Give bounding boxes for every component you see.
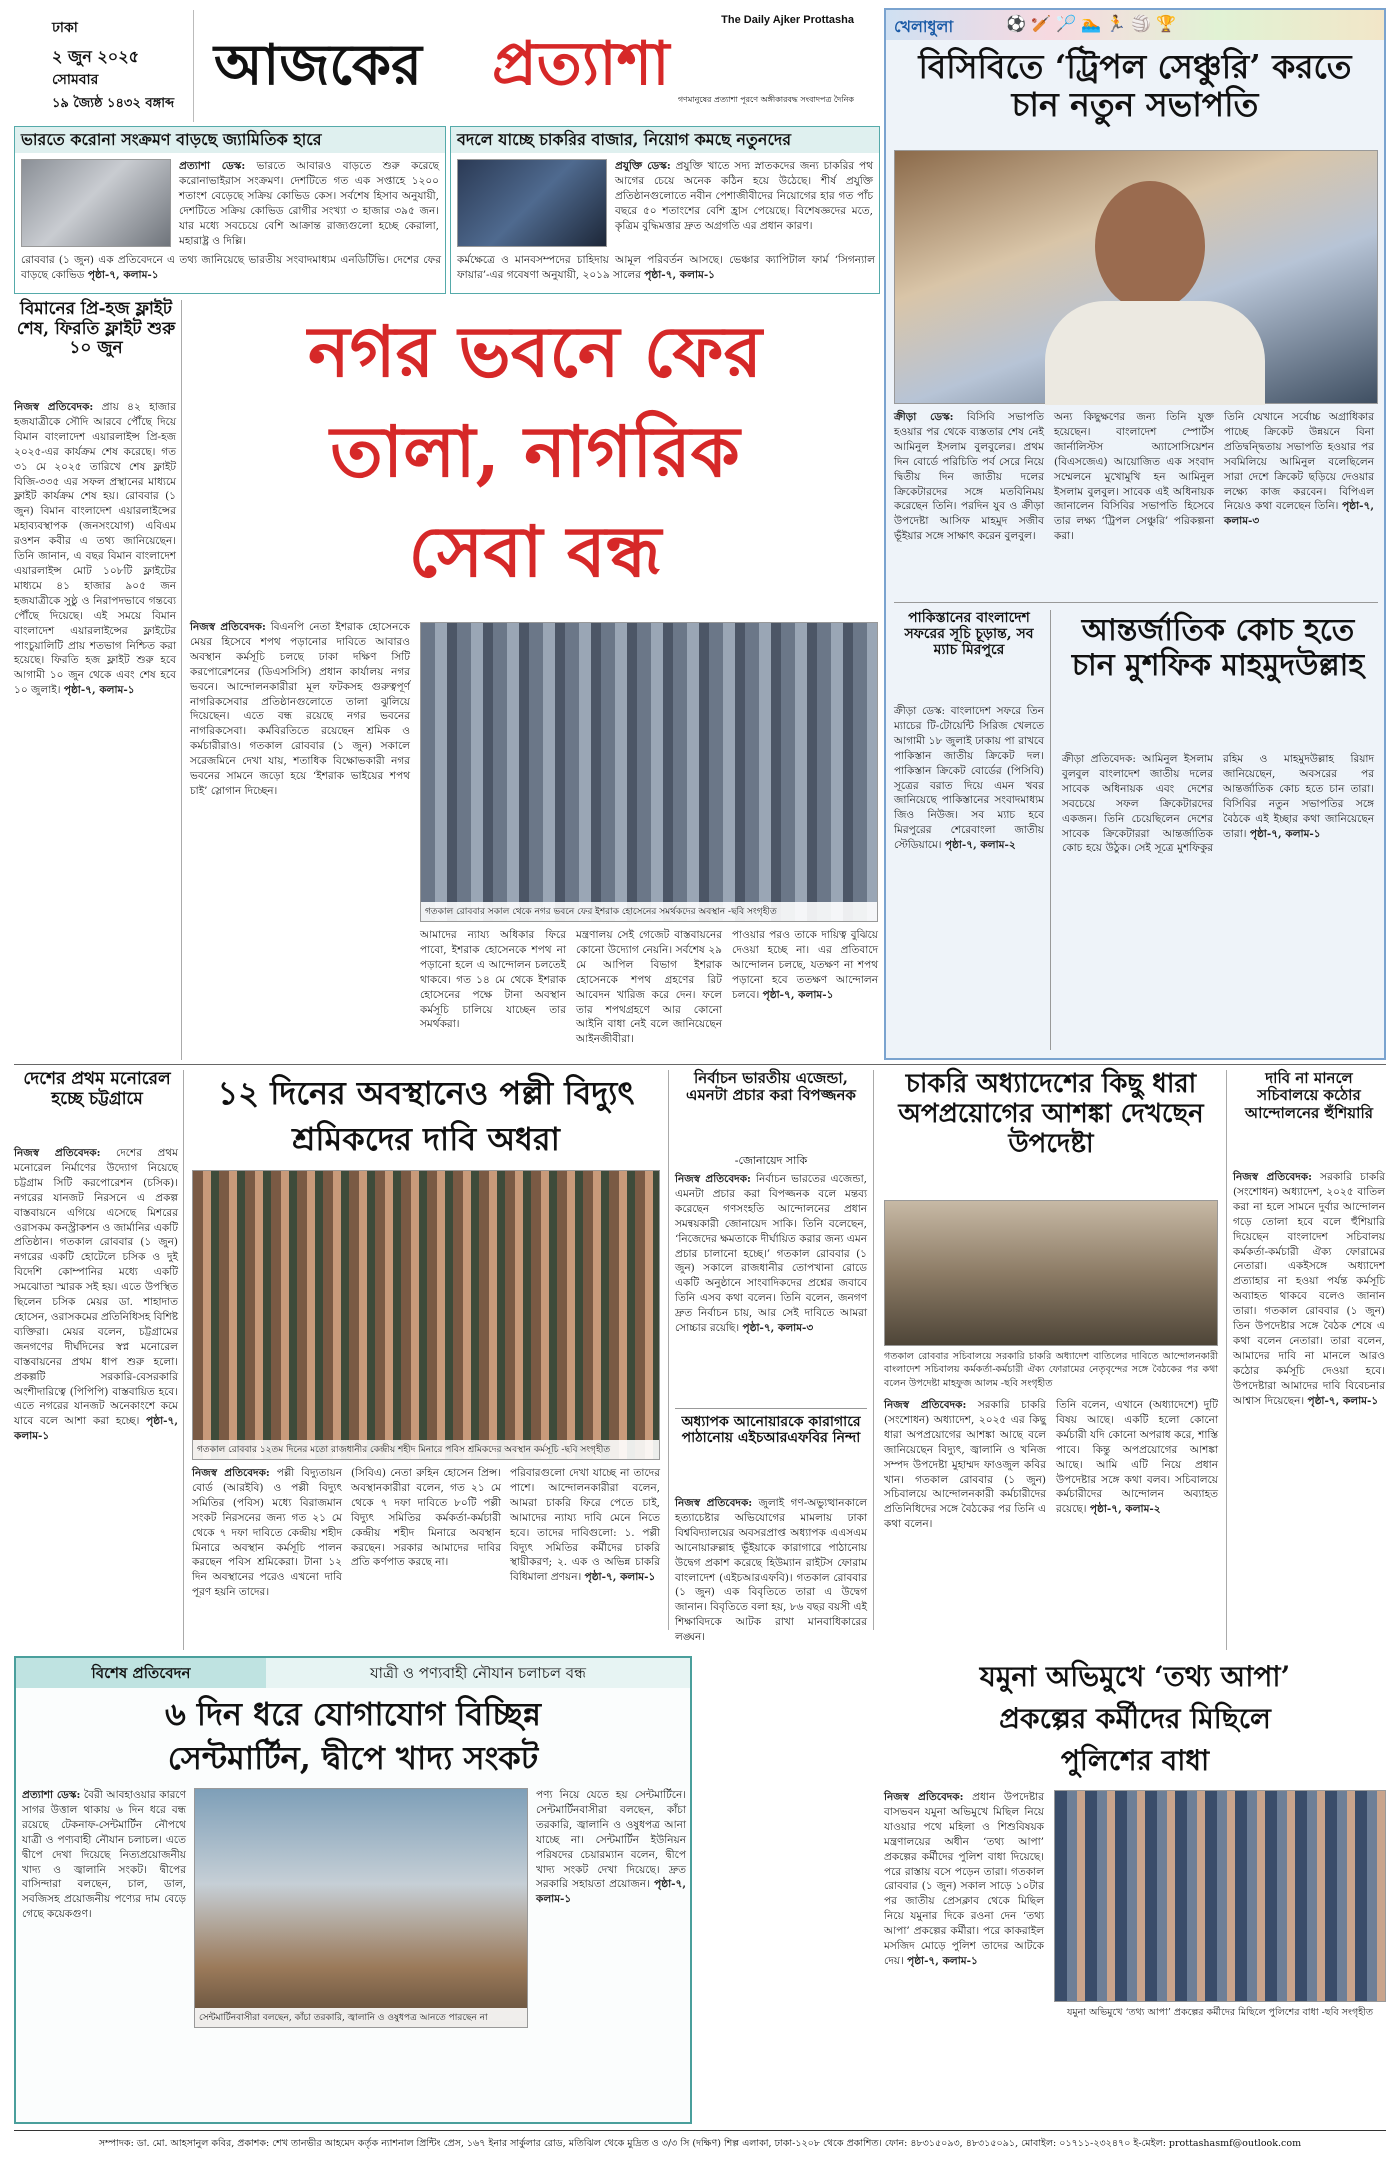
footer-imprint <box>14 2130 1386 2158</box>
story-ordinance-byline: নিজস্ব প্রতিবেদক: <box>884 1399 967 1411</box>
story-jobs <box>450 126 880 294</box>
jamuna-col1 <box>884 1790 1044 2120</box>
story-secretariat-byline: নিজস্ব প্রতিবেদক: <box>1233 1171 1313 1183</box>
stmartin-tag: বিশেষ প্রতিবেদন <box>16 1658 266 1688</box>
sports-jump[interactable]: পৃষ্ঠা-৭, কলাম-৩ <box>1224 500 1374 528</box>
sports-byline: ক্রীড়া ডেস্ক: <box>894 411 954 423</box>
story-palli-headline <box>192 1070 660 1166</box>
stmartin-byline: প্রত্যাশা ডেস্ক: <box>22 1789 81 1801</box>
story-palli-caption: গতকাল রোববার ১২তম দিনের মতো রাজধানীর কেন্দ্রীয় শহীদ মিনারে পবিস শ্রমিকদের অবস্থান কর্মসূচি -ছবি সংগৃহীত <box>193 1440 659 1459</box>
stmartin-headline <box>16 1692 690 1780</box>
masthead <box>14 10 880 122</box>
story-secretariat <box>1226 1070 1386 1650</box>
lead-photo-caption: গতকাল রোববার সকাল থেকে নগর ভবনে ফের ইশরাক হোসেনের সমর্থকদের অবস্থান -ছবি সংগৃহীত <box>421 902 877 921</box>
lead-body-left <box>190 620 410 1060</box>
stmartin-headline-l1: ৬ দিন ধরে যোগাযোগ বিচ্ছিন্ন <box>164 1695 541 1733</box>
lead-headline-line1: নগর ভবনে ফের <box>308 310 762 393</box>
sports-col-divider <box>1050 610 1051 1050</box>
footer-text: সম্পাদক: ডা. মো. আহসানুল কবির, প্রকাশক: শেখ তানভীর আহমেদ কর্তৃক ন্যাশনাল প্রিন্টিং প্রেস, ১৬৭ ইনার সার্কুলার রোড, মতিঝিল থেকে মুদ্রিত ও ৩/৩ সি (দক্ষিণ) শিল্প এলাকা, ঢাকা-১২০৮ থেকে প্রকাশিত। ফোন: ৪৮৩১৫০৯৩, ৪৮৩১৫০৯১, মোবাইল: ০১৭১১-২৩২৪৭০ ই-মেইল: prottashasmf@outlook.com <box>98 2138 1302 2149</box>
sports-body-col1 <box>894 410 1044 596</box>
sports-body3: তিনি যেখানে সর্বোচ্চ অগ্রাধিকার পাচ্ছে ক্রিকেট উন্নয়নে বিনা প্রতিদ্বন্দ্বিতায় সভাপতি হওয়ার পর সবমিলিয়ে আমিনুল বলেছিলেন সারা দেশে ক্রিকেট ছড়িয়ে দেওয়ার লক্ষ্যে কাজ করবেন। বিপিএল নিয়েও কথা বলেছেন তিনি। <box>1224 411 1374 513</box>
sports-banner-icons: ⚽ 🏏 🏸 🏊 🏃 🏐 🏆 <box>1006 14 1176 33</box>
story-ordinance-col1 <box>884 1398 1046 1650</box>
jamuna-jump[interactable]: পৃষ্ঠা-৭, কলাম-১ <box>907 1954 978 1967</box>
story-hajj <box>14 300 182 1060</box>
story-prof-byline: নিজস্ব প্রতিবেদক: <box>675 1497 753 1509</box>
stmartin-body2: পণ্য নিয়ে যেতে হয় সেন্টমার্টিনে। সেন্টমার্টিনবাসীরা বলছেন, কাঁচা তরকারি, জ্বালানি ও ওষুধপত্র আনা যাচ্ছে না। সেন্টমার্টিন ইউনিয়ন পরিষদের চেয়ারম্যান বলেন, দ্বীপে খাদ্য সংকট দেখা দিয়েছে। দ্রুত সরকারি সহায়তা প্রয়োজন। <box>536 1789 686 1891</box>
dateline-bangla: ১৯ জ্যৈষ্ঠ ১৪৩২ বঙ্গাব্দ <box>52 96 175 111</box>
stmartin-headline-l2: সেন্টমার্টিন, দ্বীপে খাদ্য সংকট <box>167 1739 539 1777</box>
jamuna-headline <box>884 1656 1386 1784</box>
story-prof-body <box>675 1496 868 1644</box>
pak-tour-body <box>894 704 1044 1052</box>
lead-story <box>190 300 880 1060</box>
lead-body-b1 <box>420 928 566 1058</box>
lead-photo <box>420 622 878 922</box>
story-prof-headline: অধ্যাপক আনোয়ারকে কারাগারে পাঠানোয় এইচআরএফবির নিন্দা <box>681 1414 861 1447</box>
story-election-headline: নির্বাচন ভারতীয় এজেন্ডা, এমনটা প্রচার করা বিপজ্জনক <box>686 1069 856 1105</box>
jamuna-headline-l3: পুলিশের বাধা <box>1060 1744 1210 1777</box>
newspaper-title <box>214 14 854 110</box>
sports-body1: বিসিবি সভাপতি হওয়ার পর থেকে ব্যস্ততার শেষ নেই আমিনুল ইসলাম বুলবুলের। প্রথম দিন বোর্ডে পরিচিতি পর্ব সেরে নিয়ে দ্বিতীয় দিন জাতীয় দলের ক্রিকেটারদের সঙ্গে মতবিনিময় করেছেন তিনি। পরদিন যুব ও ক্রীড়া উপদেষ্টা আসিফ মাহমুদ সজীব ভূঁইয়ার সঙ্গে সাক্ষাৎ করেন বুলবুল। <box>894 411 1044 543</box>
story-secretariat-text: সরকারি চাকরি (সংশোধন) অধ্যাদেশ, ২০২৫ বাতিল করা না হলে সামনে দুর্বার আন্দোলন গড়ে তোলা হবে বলে হুঁশিয়ারি দিয়েছেন বাংলাদেশ সচিবালয় কর্মকর্তা-কর্মচারী ঐক্য ফোরামের নেতারা। একইসঙ্গে অধ্যাদেশ প্রত্যাহার না হওয়া পর্যন্ত কর্মসূচি অব্যাহত থাকবে বলেও জানান তারা। গতকাল রোববার (১ জুন) তিন উপদেষ্টার সঙ্গে বৈঠক শেষে এ কথা বলেন নেতারা। তারা বলেন, আমাদের দাবি না মানলে আরও কঠোর কর্মসূচি দেওয়া হবে। উপদেষ্টারা আমাদের দাবি বিবেচনার আশ্বাস দিয়েছেন। <box>1233 1171 1385 1407</box>
story-secretariat-jump[interactable]: পৃষ্ঠা-৭, কলাম-১ <box>1307 1394 1379 1407</box>
story-corona-text: ভারতে আবারও বাড়তে শুরু করেছে করোনাভাইরাস সংক্রমণ। দেশটিতে গত এক সপ্তাহে ১২০০ শতাংশ বেড়েছে সক্রিয় কোভিড কেস। সর্বশেষ হিসাব অনুযায়ী, দেশটিতে সক্রিয় কোভিড রোগীর সংখ্যা ৩ হাজার ৩৯৫ জন। যার মধ্যে সবচেয়ে বেশি আক্রান্ত রাজ্যগুলো হচ্ছে কেরালা, মহারাষ্ট্র ও দিল্লি। <box>179 160 440 247</box>
story-palli-body3: পরিবারগুলো দেখা যাচ্ছে না তাদের পাশে। আন্দোলনকারীরা বলেন, আমরা চাকরি ফিরে পেতে চাই, আমাদের ন্যায্য দাবি মেনে নিতে হবে। তাদের দাবিগুলো: ১. পল্লী বিদ্যুৎ সমিতির কর্মীদের চাকরি স্থায়ীকরণ; ২. এক ও অভিন্ন চাকরি বিধিমালা প্রণয়ন। <box>510 1467 660 1584</box>
story-monorail <box>14 1070 184 1650</box>
story-ordinance-caption: গতকাল রোববার সচিবালয়ে সরকারি চাকরি অধ্যাদেশ বাতিলের দাবিতে আন্দোলনকারী বাংলাদেশ সচিবালয় কর্মকর্তা-কর্মচারী ঐক্য ফোরামের নেতৃবৃন্দের সঙ্গে বৈঠকের পর কথা বলেন উপদেষ্টা মাহফুজ আলম -ছবি সংগৃহীত <box>884 1351 1218 1389</box>
story-monorail-headline: দেশের প্রথম মনোরেল হচ্ছে চট্টগ্রামে <box>23 1069 171 1109</box>
lead-body-b1-text: আমাদের ন্যায্য অধিকার ফিরে পাবো, ইশরাক হোসেনকে শপথ না পড়ানো হলে এ আন্দোলন চলতেই থাকবে। গত ১৪ মে থেকে ইশরাক হোসেনের পক্ষে টানা অবস্থান কর্মসূচি চালিয়ে যাচ্ছেন তার সমর্থকরা। <box>420 929 566 1031</box>
story-election-byline: নিজস্ব প্রতিবেদক: <box>675 1173 751 1185</box>
story-monorail-byline: নিজস্ব প্রতিবেদক: <box>14 1147 101 1159</box>
lead-body-b3 <box>732 928 878 1058</box>
jamuna-body: প্রধান উপদেষ্টার বাসভবন যমুনা অভিমুখে মিছিল নিয়ে যাওয়ার পথে মহিলা ও শিশুবিষয়ক মন্ত্রণালয়ের অধীন ‘তথ্য আপা’ প্রকল্পের কর্মীদের পুলিশ বাধা দিয়েছে। পরে রাস্তায় বসে পড়েন তারা। গতকাল রোববার (১ জুন) সকাল সাড়ে ১০টার পর জাতীয় প্রেসক্লাব থেকে মিছিল নিয়ে যমুনার দিকে রওনা দেন ‘তথ্য আপা’ প্রকল্পের কর্মীরা। পরে কাকরাইল মসজিদ মোড়ে পুলিশ তাদের আটকে দেয়। <box>884 1791 1044 1967</box>
sports-body2: অন্য কিছুক্ষণের জন্য তিনি যুক্ত হয়েছেন। বাংলাদেশ স্পোর্টস জার্নালিস্টস অ্যাসোসিয়েশন (বিএসজেএ) আয়োজিত এক সংবাদ সম্মেলনে মুখোমুখি হন আমিনুল ইসলাম বুলবুল। সাবেক এই অধিনায়ক জানালেন বিসিবির সভাপতি হিসেবে তার লক্ষ্য ‘ট্রিপল সেঞ্চুরি’ পরিকল্পনা করা। <box>1054 411 1214 543</box>
title-tagline: গণমানুষের প্রত্যাশা পূরণে অঙ্গীকারবদ্ধ সংবাদপত্র দৈনিক <box>677 95 854 104</box>
story-palli-headline-l1: ১২ দিনের অবস্থানেও পল্লী বিদ্যুৎ <box>217 1074 635 1112</box>
lead-body-left-text: বিএনপি নেতা ইশরাক হোসেনকে মেয়র হিসেবে শপথ পড়ানোর দাবিতে আবারও অবস্থান কর্মসূচি চলছে ঢাকা দক্ষিণ সিটি করপোরেশনের (ডিএসসিসি) প্রধান কার্যালয় নগর ভবনে। আন্দোলনকারীরা মূল ফটকসহ গুরুত্বপূর্ণ নাগরিকসেবার প্রতিষ্ঠানগুলোতে তালা ঝুলিয়ে দিয়েছেন। এতে বন্ধ রয়েছে নগর ভবনের নাগরিকসেবা। কর্মবিরতিতে রয়েছেন শ্রমিক ও কর্মচারীরাও। গতকাল রোববার (১ জুন) সকালে সরেজমিনে দেখা যায়, শতাধিক বিক্ষোভকারী নগর ভবনের সামনে জড়ো হয়ে ‘ইশরাক ভাইয়ের শপথ চাই’ স্লোগান দিচ্ছেন। <box>190 621 410 797</box>
coach-jump[interactable]: পৃষ্ঠা-৭, কলাম-১ <box>1249 827 1321 840</box>
story-corona-caption <box>21 253 441 291</box>
sports-divider <box>894 602 1378 603</box>
story-corona-body <box>179 159 439 249</box>
coach-text: ক্রীড়া প্রতিবেদক: আমিনুল ইসলাম বুলবুল বাংলাদেশ জাতীয় দলের সাবেক অধিনায়ক এবং দেশের সবচেয়ে সফল ক্রিকেটারদের একজন। তিনি চেয়েছিলেন দেশের সাবেক ক্রিকেটাররা আন্তর্জাতিক কোচ হয়ে উঠুক। সেই সূত্রে মুশফিকুর রহিম ও মাহমুদউল্লাহ রিয়াদ জানিয়েছেন, অবসরের পর আন্তর্জাতিক কোচ হতে চান তারা। বিসিবির নতুন সভাপতির সঙ্গে বৈঠকে এই ইচ্ছার কথা জানিয়েছেন তারা। <box>1062 753 1374 855</box>
lead-jump[interactable]: পৃষ্ঠা-৭, কলাম-১ <box>762 988 834 1001</box>
story-ordinance-body2: তিনি বলেন, এখানে (অধ্যাদেশে) দুটি বিষয় আছে। একটি হলো কোনো কর্মচারী যদি কোনো অপরাধ করে, শাস্তি পাবে। কিন্তু অপপ্রয়োগের আশঙ্কা আছে। আমি এটি নিয়ে প্রধান উপদেষ্টার সঙ্গে কথা বলব। সচিবালয়ে কর্মচারীদের আন্দোলন অব্যাহত রয়েছে। <box>1056 1399 1218 1516</box>
election-divider <box>675 1408 867 1409</box>
story-election-subhead: -জোনায়েদ সাকি <box>734 1154 808 1167</box>
pak-tour-jump[interactable]: পৃষ্ঠা-৭, কলাম-২ <box>944 839 1016 852</box>
lead-headline-line2: তালা, নাগরিক <box>330 410 740 493</box>
story-hajj-jump[interactable]: পৃষ্ঠা-৭, কলাম-১ <box>63 684 135 697</box>
pak-tour-text: ক্রীড়া ডেস্ক: বাংলাদেশ সফরে তিন ম্যাচের টি-টোয়েন্টি সিরিজ খেলতে আগামী ১৮ জুলাই ঢাকায় পা রাখবে পাকিস্তান জাতীয় ক্রিকেট দল। পাকিস্তান ক্রিকেট বোর্ডের (পিসিবি) সূত্রের বরাত দিয়ে এমন খবর জানিয়েছে পাকিস্তানের সংবাদমাধ্যম জিও নিউজ। সব ম্যাচ হবে মিরপুরের শেরেবাংলা জাতীয় স্টেডিয়ামে। <box>894 705 1044 852</box>
stmartin-kicker: যাত্রী ও পণ্যবাহী নৌযান চলাচল বন্ধ <box>266 1658 690 1688</box>
story-ordinance <box>884 1070 1218 1650</box>
jamuna-headline-l1: যমুনা অভিমুখে ‘তথ্য আপা’ <box>979 1660 1291 1693</box>
story-monorail-jump[interactable]: পৃষ্ঠা-৭, কলাম-১ <box>14 1415 179 1443</box>
lead-headline-line3: সেবা বন্ধ <box>408 510 662 593</box>
coach-headline: আন্তর্জাতিক কোচ হতে চান মুশফিক মাহমুদউল্লাহ <box>1071 613 1365 683</box>
title-part1: আজকের <box>214 32 422 98</box>
title-english: The Daily Ajker Prottasha <box>721 14 854 26</box>
story-ordinance-body1: সরকারি চাকরি (সংশোধন) অধ্যাদেশ, ২০২৫ এর কিছু ধারা অপপ্রয়োগের আশঙ্কা আছে বলে জানিয়েছেন বিদ্যুৎ, জ্বালানি ও খনিজ সম্পদ উপদেষ্টা মুহাম্মদ ফাওজুল কবির খান। গতকাল রোববার (১ জুন) সচিবালয়ে আন্দোলনকারী কর্মচারীদের প্রতিনিধিদের সঙ্গে বৈঠকের পর তিনি এ কথা বলেন। <box>884 1399 1047 1531</box>
story-election-text: নির্বাচন ভারতের এজেন্ডা, এমনটা প্রচার করা বিপজ্জনক বলে মন্তব্য করেছেন গণসংহতি আন্দোলনের প্রধান সমন্বয়কারী জোনায়েদ সাকি। তিনি বলেছেন, ‘নিজেদের ক্ষমতাকে দীর্ঘায়িত করার জন্য এমন প্রচার চালানো হচ্ছে।’ গতকাল রোববার (১ জুন) সকালে রাজধানীর তোপখানা রোডে একটি অনুষ্ঠানে সাংবাদিকদের প্রশ্নের জবাবে তিনি এসব কথা বলেন। তিনি বলেন, জনগণ দ্রুত নির্বাচন চায়, আর সেই দাবিতে আমরা সোচ্চার রয়েছি। <box>675 1173 868 1335</box>
story-ordinance-col2 <box>1056 1398 1218 1650</box>
story-palli-body2: (সিবিএ) নেতা রুহিন হোসেন প্রিন্স। অবস্থানকারীরা বলেন, গত ২১ মে থেকে ৭ দফা দাবিতে ৮০টি পল্লী বিদ্যুৎ সমিতির কর্মকর্তা-কর্মচারী কেন্দ্রীয় শহীদ মিনারে অবস্থান করছেন। সরকার আমাদের দাবির প্রতি কর্ণপাত করছে না। <box>351 1467 501 1569</box>
story-jobs-jump[interactable]: পৃষ্ঠা-৭, কলাম-১ <box>644 268 715 281</box>
stmartin-col1 <box>22 1788 186 2118</box>
story-palli-col3 <box>510 1466 660 1650</box>
section-divider-1 <box>14 1064 1386 1065</box>
sports-headline: বিসিবিতে ‘ট্রিপল সেঞ্চুরি’ করতে চান নতুন সভাপতি <box>918 47 1352 124</box>
sports-banner <box>886 10 1384 40</box>
story-election <box>668 1069 874 1644</box>
sports-photo-face <box>1095 181 1205 311</box>
story-hajj-headline: বিমানের প্রি-হজ ফ্লাইট শেষ, ফিরতি ফ্লাইট শুরু ১০ জুন <box>16 299 176 359</box>
story-corona-photo <box>21 159 171 247</box>
story-corona-jump[interactable]: পৃষ্ঠা-৭, কলাম-১ <box>87 268 159 281</box>
story-jobs-caption <box>457 253 875 291</box>
stmartin-col2 <box>536 1788 686 2118</box>
story-palli-col1 <box>192 1466 342 1650</box>
jamuna-byline: নিজস্ব প্রতিবেদক: <box>884 1791 964 1803</box>
story-jobs-photo <box>457 159 607 247</box>
story-secretariat-body <box>1233 1170 1385 1650</box>
story-corona <box>14 126 446 294</box>
story-secretariat-headline: দাবি না মানলে সচিবালয়ে কঠোর আন্দোলনের হুঁশিয়ারি <box>1244 1069 1373 1122</box>
story-hajj-byline: নিজস্ব প্রতিবেদক: <box>14 401 94 413</box>
lead-body-b2 <box>576 928 722 1058</box>
dateline-city: ঢাকা <box>52 20 78 36</box>
pak-tour-headline: পাকিস্তানের বাংলাদেশ সফরের সূচি চূড়ান্ত, সব ম্যাচ মিরপুরে <box>904 610 1034 659</box>
story-election-jump[interactable]: পৃষ্ঠা-৭, কলাম-৩ <box>742 1322 814 1335</box>
story-palli-col2 <box>351 1466 501 1650</box>
sports-section <box>884 8 1386 1060</box>
story-corona-byline: প্রত্যাশা ডেস্ক: <box>179 160 246 172</box>
sports-photo <box>894 150 1378 404</box>
story-palli-body1: পল্লী বিদ্যুতায়ন বোর্ড (আরইবি) ও পল্লী বিদ্যুৎ সমিতির (পবিস) মধ্যে বিরাজমান সংকট নিরসনের জন্য গত ২১ মে থেকে ৭ দফা দাবিতে কেন্দ্রীয় শহীদ মিনারে অবস্থান কর্মসূচি পালন করছেন পবিস শ্রমিকেরা। টানা ১২ দিন অবস্থানের পরেও এখনো দাবি পূরণ হয়নি তাদের। <box>192 1467 342 1599</box>
lead-headline <box>190 302 880 614</box>
stmartin-body1: বৈরী আবহাওয়ার কারণে সাগর উত্তাল থাকায় ৬ দিন ধরে বন্ধ রয়েছে টেকনাফ-সেন্টমার্টিন নৌপথে যাত্রী ও পণ্যবাহী নৌযান চলাচল। এতে দ্বীপে দেখা দিয়েছে নিত্যপ্রয়োজনীয় খাদ্য ও জ্বালানি সংকট। দ্বীপের বাসিন্দারা বলছেন, চাল, ডাল, সবজিসহ প্রয়োজনীয় পণ্যের দাম বেড়ে গেছে কয়েকগুণ। <box>22 1789 186 1921</box>
story-jobs-text: প্রযুক্তি খাতে সদ্য স্নাতকদের জন্য চাকরির পথ আগের চেয়ে অনেক কঠিন হয়ে উঠেছে। শীর্ষ প্রযুক্তি প্রতিষ্ঠানগুলোতে নবীন পেশাজীবীদের নিয়োগের হার গত পাঁচ বছরে ৫০ শতাংশের বেশি হ্রাস পেয়েছে। বিশেষজ্ঞদের মতে, কৃত্রিম বুদ্ধিমত্তার দ্রুত অগ্রগতি এর প্রধান কারণ। <box>615 160 873 232</box>
jamuna-headline-l2: প্রকল্পের কর্মীদের মিছিলে <box>999 1702 1271 1735</box>
story-hajj-body <box>14 400 176 1056</box>
story-palli-headline-l2: শ্রমিকদের দাবি অধরা <box>292 1120 560 1158</box>
title-part2: প্রত্যাশা <box>492 29 670 99</box>
lead-body-b2-text: মন্ত্রণালয় সেই গেজেট বাস্তবায়নের কোনো উদ্যোগ নেয়নি। সর্বশেষ ২৯ মে আপিল বিভাগ ইশরাক হোসেনকে শপথ গ্রহণের রিট আবেদন খারিজ করে দেন। ফলে তার শপথগ্রহণে আর কোনো আইনি বাধা নেই বলে জানিয়েছেন আইনজীবীরা। <box>576 929 722 1046</box>
story-jamuna <box>884 1656 1386 2124</box>
story-stmartin <box>14 1656 692 2124</box>
jamuna-photo <box>1054 1790 1386 2002</box>
stmartin-photo <box>194 1788 528 2028</box>
sports-photo-body <box>1045 301 1265 405</box>
sports-banner-label: খেলাধুলা <box>894 17 954 36</box>
sports-body-col3 <box>1224 410 1374 596</box>
story-election-body <box>675 1172 867 1404</box>
story-palli-byline: নিজস্ব প্রতিবেদক: <box>192 1467 270 1479</box>
story-corona-caption-text: রোববার (১ জুন) এক প্রতিবেদনে এ তথ্য জানিয়েছে ভারতীয় সংবাদমাধ্যম এনডিটিভি। দেশের ফের বাড়ছে কোভিড <box>21 254 441 281</box>
story-palli-photo <box>192 1170 660 1460</box>
story-ordinance-jump[interactable]: পৃষ্ঠা-৭, কলাম-২ <box>1089 1503 1161 1516</box>
story-jobs-byline: প্রযুক্তি ডেস্ক: <box>615 160 671 172</box>
dateline-weekday: সোমবার <box>52 72 99 88</box>
story-palli <box>192 1070 660 1650</box>
story-ordinance-headline: চাকরি অধ্যাদেশের কিছু ধারা অপপ্রয়োগের আশঙ্কা দেখছেন উপদেষ্টা <box>898 1069 1204 1159</box>
story-corona-headline: ভারতে করোনা সংক্রমণ বাড়ছে জ্যামিতিক হারে <box>15 127 445 153</box>
lead-byline: নিজস্ব প্রতিবেদক: <box>190 621 266 633</box>
story-monorail-body <box>14 1146 178 1646</box>
dateline-date: ২ জুন ২০২৫ <box>52 47 140 66</box>
stmartin-photo-caption: সেন্টমার্টিনবাসীরা বলছেন, কাঁচা তরকারি, জ্বালানি ও ওষুধপত্র আনতে পারছেন না <box>195 2008 527 2027</box>
dateline-box <box>14 10 194 122</box>
story-hajj-text: প্রায় ৪২ হাজার হজযাত্রীকে সৌদি আরবে পৌঁছে দিয়ে বিমান বাংলাদেশ এয়ারলাইন্স প্রি-হজ ২০২৫-এর কার্যক্রম শেষ করেছে। গত ৩১ মে ২০২৫ তারিখে শেষ ফ্লাইট বিজি-৩৩৫ এর সফল প্রস্থানের মাধ্যমে ফ্লাইট কার্যক্রম শেষ হয়। রোববার (১ জুন) বিমান বাংলাদেশ এয়ারলাইন্সের মহাব্যবস্থাপক (জনসংযোগ) এবিএম রওশন কবীর এ তথ্য জানিয়েছেন। তিনি জানান, এ বছর বিমান বাংলাদেশ এয়ারলাইন্স মোট ১০৮টি ফ্লাইটের মাধ্যমে ৪১ হাজার ৯০৫ জন হজযাত্রীকে সুষ্ঠু ও নিরাপদভাবে গন্তব্যে পৌঁছে দিয়েছে। এই সময়ে বিমান বাংলাদেশ এয়ারলাইন্সের ফ্লাইটের পাংচুয়ালিটি প্রায় শতভাগ নিশ্চিত করা হয়েছে। ফিরতি হজ ফ্লাইট শুরু হবে আগামী ১০ জুন থেকে এবং শেষ হবে ১০ জুলাই। <box>14 401 176 697</box>
coach-body <box>1062 752 1374 1052</box>
story-prof-text: জুলাই গণ-অভ্যুত্থানকালে হত্যাচেষ্টার অভিযোগের মামলায় ঢাকা বিশ্ববিদ্যালয়ের অবসরপ্রাপ্ত অধ্যাপক এএসএম আনোয়ারুল্লাহ ভূঁইয়াকে কারাগারে পাঠানোয় উদ্বেগ প্রকাশ করেছে হিউম্যান রাইটস ফোরাম বাংলাদেশ (এইচআরএফবি)। গতকাল রোববার (১ জুন) এক বিবৃতিতে তারা এ উদ্বেগ জানান। বিবৃতিতে বলা হয়, ৮৬ বছর বয়সী এই শিক্ষাবিদকে আটক রাখা মানবাধিকারের লঙ্ঘন। <box>675 1497 868 1644</box>
jamuna-caption: যমুনা অভিমুখে ‘তথ্য আপা’ প্রকল্পের কর্মীদের মিছিলে পুলিশের বাধা -ছবি সংগৃহীত <box>1066 2007 1374 2018</box>
lead-body-b3-text: পাওয়ার পরও তাকে দায়িত্ব বুঝিয়ে দেওয়া হচ্ছে না। এর প্রতিবাদে আন্দোলন চলছে, যতক্ষণ না শপথ পড়ানো হবে ততক্ষণ আন্দোলন চলবে। <box>732 929 878 1001</box>
story-monorail-text: দেশের প্রথম মনোরেল নির্মাণের উদ্যোগ নিয়েছে চট্টগ্রাম সিটি করপোরেশন (চসিক)। নগরের যানজট নিরসনে এ প্রকল্প বাস্তবায়নে এগিয়ে এসেছে মিশরের ওরাসকম কনস্ট্রাকশন ও জার্মানির একটি প্রতিষ্ঠান। গতকাল রোববার (১ জুন) নগরের একটি হোটেলে চসিক ও দুই বিদেশি কোম্পানির মধ্যে একটি সমঝোতা স্মারক সই হয়। এতে উপস্থিত ছিলেন চসিক মেয়র ডা. শাহাদাত হোসেন, ওরাসকমের প্রতিনিধিসহ বিশিষ্ট ব্যক্তিরা। মেয়র বলেন, চট্টগ্রামের জনগণের দীর্ঘদিনের স্বপ্ন মনোরেল বাস্তবায়নের প্রথম ধাপ শুরু হলো। প্রকল্পটি সরকারি-বেসরকারি অংশীদারিত্বে (পিপিপি) বাস্তবায়িত হবে। এতে নগরের যানজট অনেকাংশে কমে যাবে বলে আশা করা হচ্ছে। <box>14 1147 178 1428</box>
story-palli-jump[interactable]: পৃষ্ঠা-৭, কলাম-১ <box>584 1571 656 1584</box>
story-ordinance-photo <box>884 1200 1218 1346</box>
sports-body-col2 <box>1054 410 1214 596</box>
story-jobs-headline: বদলে যাচ্ছে চাকরির বাজার, নিয়োগ কমছে নতুনদের <box>451 127 879 153</box>
story-jobs-body <box>615 159 873 249</box>
story-jobs-caption-text: কর্মক্ষেত্রে ও মানবসম্পদের চাহিদায় আমূল পরিবর্তন আসছে। ভেঞ্চার ক্যাপিটাল ফার্ম ‘সিগন্যাল ফায়ার’-এর গবেষণা অনুযায়ী, ২০১৯ সালের <box>457 254 875 281</box>
stmartin-jump[interactable]: পৃষ্ঠা-৭, কলাম-১ <box>536 1878 686 1906</box>
